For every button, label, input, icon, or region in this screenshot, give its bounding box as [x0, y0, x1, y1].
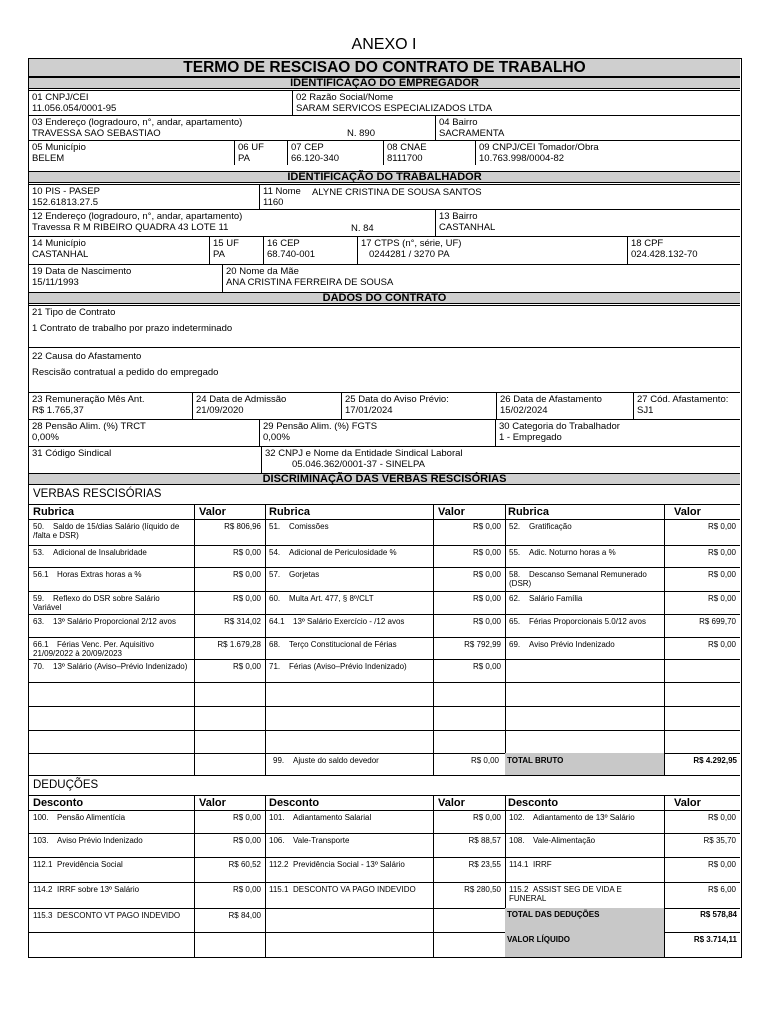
verba-item-desc: Adic. Noturno horas a % — [529, 548, 616, 557]
verba-item — [269, 548, 429, 557]
deducao-item-desc: Vale-Transporte — [293, 836, 350, 845]
verba-item-code: 69. — [509, 640, 521, 649]
verba-item-desc: Multa Art. 477, § 8º/CLT — [289, 594, 374, 603]
verba-item-code: 60. — [269, 594, 281, 603]
verba-item-code: 59. — [33, 594, 45, 603]
field-12-number: N. 84 — [351, 223, 374, 234]
deducao-item-code: 100. — [33, 813, 49, 822]
verba-item-code: 64.1 — [269, 617, 285, 626]
verba-item-code: 52. — [509, 522, 521, 531]
deducao-item-value: R$ 0,00 — [232, 885, 261, 894]
verba-item-code: 51. — [269, 522, 281, 531]
field-30-label: 30 Categoria do Trabalhador — [499, 421, 620, 432]
verba-item — [269, 662, 429, 671]
verba-item — [33, 617, 190, 626]
field-04-label: 04 Bairro — [439, 117, 478, 128]
field-18-value: 024.428.132-70 — [631, 249, 698, 260]
deducao-item-code: 115.3 — [33, 911, 53, 920]
verba-item-value: R$ 0,00 — [232, 662, 261, 671]
field-17-ctps — [357, 236, 627, 264]
section-contract: DADOS DO CONTRATO — [29, 292, 740, 304]
deducao-item-value: R$ 88,57 — [468, 836, 501, 845]
field-04-bairro — [435, 115, 740, 140]
field-18-cpf — [627, 236, 740, 264]
verba-item-desc: Adicional de Periculosidade % — [289, 548, 397, 557]
verba-item — [509, 617, 660, 626]
trct-form — [28, 58, 742, 958]
verba-item-desc: Adicional de Insalubridade — [53, 548, 147, 557]
deducao-item-code: 102. — [509, 813, 525, 822]
field-15-uf — [209, 236, 263, 264]
grid-hline — [29, 857, 740, 858]
field-16-value: 68.740-001 — [267, 249, 316, 260]
verba-item-desc: Terço Constitucional de Férias — [289, 640, 397, 649]
col-valor-2: Valor — [438, 506, 465, 518]
deducao-item-value: R$ 0,00 — [232, 836, 261, 845]
field-06-label: 06 UF — [238, 142, 264, 153]
grid-hline — [29, 614, 740, 615]
field-01-value: 11.056.054/0001-95 — [32, 103, 117, 114]
field-14-value: CASTANHAL — [32, 249, 89, 260]
verba-item — [33, 548, 190, 557]
field-01-cnpj — [29, 90, 292, 115]
deducao-item — [269, 836, 429, 845]
verba-item — [269, 594, 429, 603]
field-17-label: 17 CTPS (n°, série, UF) — [361, 238, 462, 249]
verba-item-desc: Horas Extras horas a % — [57, 570, 142, 579]
deducao-item-code: 114.2 — [33, 885, 53, 894]
field-08-value: 8111700 — [387, 153, 423, 164]
col-valor-d3: Valor — [674, 797, 701, 809]
verba-item-value: R$ 0,00 — [472, 617, 501, 626]
valor-liquido-cell — [505, 932, 664, 957]
col-desconto-1: Desconto — [33, 797, 84, 809]
field-20-value: ANA CRISTINA FERREIRA DE SOUSA — [226, 277, 394, 288]
verba-item-value: R$ 0,00 — [707, 522, 736, 531]
verba-item — [33, 662, 190, 671]
verba-item-value: R$ 0,00 — [707, 640, 736, 649]
section-worker: IDENTIFICAÇÃO DO TRABALHADOR — [29, 171, 740, 183]
deducao-item-desc: IRRF — [533, 860, 552, 869]
deducao-item-value: R$ 0,00 — [472, 813, 501, 822]
col-valor-d1: Valor — [199, 797, 226, 809]
deducao-item-desc: IRRF sobre 13º Salário — [57, 885, 140, 894]
field-12-endereco — [29, 209, 435, 236]
field-10-pis — [29, 184, 259, 209]
field-08-cnae — [383, 140, 475, 165]
verba-item-desc: Gratificação — [529, 522, 572, 531]
verba-item-value: R$ 0,00 — [472, 662, 501, 671]
grid-hline — [29, 730, 740, 731]
field-09-tomador — [475, 140, 740, 165]
deducao-item-desc: Pensão Alimentícia — [57, 813, 126, 822]
deducao-item-code: 103. — [33, 836, 49, 845]
field-27-value: SJ1 — [637, 405, 654, 416]
verba-item-value: R$ 0,00 — [232, 594, 261, 603]
grid-hline — [29, 833, 740, 834]
col-rubrica-3: Rubrica — [508, 506, 549, 518]
verba-item-code: 50. — [33, 522, 45, 531]
field-23-value: R$ 1.765,37 — [32, 405, 84, 416]
field-31-label: 31 Código Sindical — [32, 448, 112, 459]
verba-item-value: R$ 806,96 — [224, 522, 261, 531]
field-09-value: 10.763.998/0004-82 — [479, 153, 565, 164]
field-21-label: 21 Tipo de Contrato — [32, 307, 116, 318]
verba-item-code: 57. — [269, 570, 281, 579]
verba-item-value: R$ 0,00 — [707, 548, 736, 557]
field-03-label: 03 Endereço (logradouro, n°, andar, apartamento) — [32, 117, 243, 128]
verba-item-value: R$ 0,00 — [472, 570, 501, 579]
field-26-value: 15/02/2024 — [500, 405, 548, 416]
verbas-heading: VERBAS RESCISÓRIAS — [33, 488, 162, 500]
field-18-label: 18 CPF — [631, 238, 664, 249]
grid-hline — [29, 567, 740, 568]
total-deducoes-label: TOTAL DAS DEDUÇÕES — [507, 910, 600, 919]
deducoes-heading: DEDUÇÕES — [33, 779, 99, 791]
field-22-causa — [29, 347, 740, 392]
field-29-pensao-fgts — [259, 419, 495, 446]
verba-item-value: R$ 0,00 — [707, 570, 736, 579]
deducao-item-desc: Previdência Social — [57, 860, 123, 869]
field-32-value: 05.046.362/0001-37 - SINELPA — [292, 459, 425, 470]
verba-item-code: 68. — [269, 640, 281, 649]
field-16-label: 16 CEP — [267, 238, 300, 249]
grid-hline — [29, 682, 740, 683]
field-12-value: Travessa R M RIBEIRO QUADRA 43 LOTE 11 — [32, 222, 229, 233]
field-07-label: 07 CEP — [291, 142, 324, 153]
verba-item-code: 58. — [509, 570, 521, 579]
verba-item — [33, 594, 190, 612]
field-01-label: 01 CNPJ/CEI — [32, 92, 89, 103]
verba-item-value: R$ 0,00 — [472, 548, 501, 557]
field-19-nascimento — [29, 264, 222, 292]
col-rubrica-2: Rubrica — [269, 506, 310, 518]
field-27-cod-afastamento — [633, 392, 740, 419]
field-23-label: 23 Remuneração Mês Ant. — [32, 394, 145, 405]
deducao-item — [509, 885, 660, 903]
verba-item-value: R$ 314,02 — [224, 617, 261, 626]
verba-item-value: R$ 0,00 — [232, 570, 261, 579]
deducao-item-desc: Adiantamento de 13º Salário — [533, 813, 635, 822]
verba-item-code: 54. — [269, 548, 281, 557]
total-bruto-label: TOTAL BRUTO — [507, 756, 564, 765]
verba-item-desc: 13º Salário Proporcional 2/12 avos — [53, 617, 176, 626]
field-11-nome — [259, 184, 740, 209]
verba-item-desc: Reflexo do DSR sobre Salário Variável — [33, 594, 160, 612]
grid-hline — [29, 659, 740, 660]
annex-title: ANEXO I — [351, 36, 417, 53]
deducao-item — [33, 836, 190, 845]
form-title: TERMO DE RESCISAO DO CONTRATO DE TRABALHO — [29, 59, 740, 77]
deducao-item — [33, 911, 190, 920]
field-16-cep — [263, 236, 357, 264]
field-17-value: 0244281 / 3270 PA — [369, 249, 450, 260]
deducao-item-desc: DESCONTO VA PAGO INDEVIDO — [293, 885, 416, 894]
field-06-uf — [234, 140, 287, 165]
ajuste-desc: Ajuste do saldo devedor — [293, 756, 379, 765]
field-28-value: 0,00% — [32, 432, 59, 443]
section-employer: IDENTIFICAÇÃO DO EMPREGADOR — [29, 77, 740, 89]
col-valor-d2: Valor — [438, 797, 465, 809]
field-28-pensao-trct — [29, 419, 259, 446]
deducao-item-desc: Aviso Prévio Indenizado — [57, 836, 143, 845]
deducao-item-code: 114.1 — [509, 860, 529, 869]
field-21-value: 1 Contrato de trabalho por prazo indeterminado — [32, 323, 233, 334]
field-13-label: 13 Bairro — [439, 211, 478, 222]
valor-liquido-label: VALOR LÍQUIDO — [507, 935, 570, 944]
field-19-value: 15/11/1993 — [32, 277, 79, 288]
deducao-item-desc: Vale-Alimentação — [533, 836, 596, 845]
field-04-value: SACRAMENTA — [439, 128, 505, 139]
grid-hline — [29, 810, 740, 811]
col-valor-3: Valor — [674, 506, 701, 518]
deducao-item-code: 115.2 — [509, 885, 529, 894]
field-25-value: 17/01/2024 — [345, 405, 393, 416]
field-27-label: 27 Cód. Afastamento: — [637, 394, 729, 405]
verba-item — [509, 548, 660, 557]
deducao-item-value: R$ 60,52 — [228, 860, 261, 869]
deducao-item-value: R$ 280,50 — [464, 885, 501, 894]
field-30-value: 1 - Empregado — [499, 432, 562, 443]
deducao-item-desc: Previdência Social - 13º Salário — [293, 860, 405, 869]
field-03-number: N. 890 — [347, 128, 375, 139]
ajuste-code: 99. — [273, 756, 285, 765]
field-05-municipio — [29, 140, 234, 165]
grid-hline — [29, 637, 740, 638]
grid-hline — [29, 706, 740, 707]
field-32-label: 32 CNPJ e Nome da Entidade Sindical Laboral — [265, 448, 463, 459]
field-10-label: 10 PIS - PASEP — [32, 186, 100, 197]
field-12-label: 12 Endereço (logradouro, n°, andar, apartamento) — [32, 211, 243, 222]
verba-item-value: R$ 699,70 — [699, 617, 736, 626]
deducao-item-code: 106. — [269, 836, 285, 845]
verba-item — [269, 570, 429, 579]
verba-item-value: R$ 0,00 — [472, 522, 501, 531]
deducao-item-value: R$ 84,00 — [228, 911, 261, 920]
field-11-label: 11 Nome — [263, 186, 301, 197]
field-05-value: BELEM — [32, 153, 65, 164]
deducao-item — [33, 885, 190, 894]
deducao-item-code: 101. — [269, 813, 285, 822]
field-05-label: 05 Município — [32, 142, 86, 153]
col-desconto-2: Desconto — [269, 797, 320, 809]
verba-item — [509, 594, 660, 603]
verba-item-desc: Gorjetas — [289, 570, 320, 579]
field-15-label: 15 UF — [213, 238, 239, 249]
verba-item-code: 63. — [33, 617, 45, 626]
verba-item-code: 70. — [33, 662, 45, 671]
valor-liquido-value: R$ 3.714,11 — [693, 935, 737, 944]
field-07-value: 66.120-340 — [291, 153, 340, 164]
verba-item-code: 65. — [509, 617, 521, 626]
verba-item-desc: Férias Proporcionais 5.0/12 avos — [529, 617, 646, 626]
total-deducoes-cell — [505, 908, 664, 932]
verba-item-desc: Férias Venc. Per. Aquisitivo 21/09/2022 à 20/09/2023 — [33, 640, 154, 658]
verba-item-code: 55. — [509, 548, 521, 557]
ajuste-value: R$ 0,00 — [470, 756, 499, 765]
field-15-value: PA — [213, 249, 225, 260]
verba-item-value: R$ 0,00 — [472, 594, 501, 603]
verba-item — [269, 617, 429, 626]
field-13-bairro — [435, 209, 740, 236]
field-10-value: 152.61813.27.5 — [32, 197, 99, 208]
field-11-value: ALYNE CRISTINA DE SOUSA SANTOS — [312, 187, 482, 198]
verba-item-desc: Férias (Aviso–Prévio Indenizado) — [289, 662, 407, 671]
deducao-item — [33, 813, 190, 822]
grid-hline — [29, 882, 740, 883]
verba-item-code: 53. — [33, 548, 45, 557]
deducao-item-value: R$ 35,70 — [703, 836, 736, 845]
verba-item — [269, 522, 429, 531]
divider — [29, 775, 740, 776]
field-25-label: 25 Data do Aviso Prévio: — [345, 394, 449, 405]
field-22-value: Rescisão contratual a pedido do empregado — [32, 367, 219, 378]
field-08-label: 08 CNAE — [387, 142, 427, 153]
field-21-tipo-contrato — [29, 305, 740, 347]
divider — [29, 795, 740, 796]
deducao-item — [509, 860, 660, 869]
deducao-item — [509, 836, 660, 845]
deducao-item-code: 115.1 — [269, 885, 289, 894]
field-25-aviso — [341, 392, 496, 419]
deducao-item-code: 108. — [509, 836, 525, 845]
field-13-value: CASTANHAL — [439, 222, 496, 233]
deducao-item-value: R$ 0,00 — [707, 813, 736, 822]
deducao-item-code: 112.2 — [269, 860, 289, 869]
verba-item-code: 56.1 — [33, 570, 49, 579]
total-bruto-cell — [505, 753, 664, 775]
field-20-mae — [222, 264, 740, 292]
section-verbas: DISCRIMINAÇÃO DAS VERBAS RESCISÓRIAS — [29, 473, 740, 485]
verba-item-code: 71. — [269, 662, 281, 671]
verba-item — [33, 640, 190, 658]
field-09-label: 09 CNPJ/CEI Tomador/Obra — [479, 142, 599, 153]
verba-item-desc: 13º Salário Exercício - /12 avos — [293, 617, 405, 626]
field-29-label: 29 Pensão Alim. (%) FGTS — [263, 421, 378, 432]
verba-item-desc: 13º Salário (Aviso–Prévio Indenizado) — [53, 662, 188, 671]
total-deducoes-value: R$ 578,84 — [700, 910, 737, 919]
field-02-razao-social — [292, 90, 740, 115]
deducao-item-desc: Adiantamento Salarial — [293, 813, 372, 822]
deducao-item-code: 112.1 — [33, 860, 53, 869]
field-14-label: 14 Município — [32, 238, 86, 249]
verba-item-value: R$ 792,99 — [464, 640, 501, 649]
deducao-item — [509, 813, 660, 822]
verba-item-value: R$ 0,00 — [232, 548, 261, 557]
field-02-value: SARAM SERVICOS ESPECIALIZADOS LTDA — [296, 103, 493, 114]
col-desconto-3: Desconto — [508, 797, 559, 809]
field-28-label: 28 Pensão Alim. (%) TRCT — [32, 421, 146, 432]
grid-hline — [29, 591, 740, 592]
verba-item-desc: Descanso Semanal Remunerado (DSR) — [509, 570, 647, 588]
field-26-label: 26 Data de Afastamento — [500, 394, 602, 405]
field-03-endereco — [29, 115, 435, 140]
verba-item — [33, 522, 190, 540]
verba-item — [509, 522, 660, 531]
field-24-value: 21/09/2020 — [196, 405, 244, 416]
field-06-value: PA — [238, 153, 250, 164]
verba-item-desc: Aviso Prévio Indenizado — [529, 640, 615, 649]
deducao-item-desc: DESCONTO VT PAGO INDEVIDO — [57, 911, 181, 920]
field-19-label: 19 Data de Nascimento — [32, 266, 132, 277]
verba-item — [33, 570, 190, 579]
verba-item-value: R$ 1.679,28 — [217, 640, 261, 649]
field-02-label: 02 Razão Social/Nome — [296, 92, 394, 103]
deducao-item-desc: ASSIST SEG DE VIDA E FUNERAL — [509, 885, 622, 903]
verba-item-desc: Saldo de 15/dias Salário (líquido de /falta e DSR) — [33, 522, 180, 540]
verba-item-code: 62. — [509, 594, 521, 603]
field-07-cep — [287, 140, 383, 165]
deducao-item-value: R$ 23,55 — [468, 860, 501, 869]
verba-item-code: 66.1 — [33, 640, 49, 649]
field-29-value: 0,00% — [263, 432, 290, 443]
deducao-item-value: R$ 0,00 — [232, 813, 261, 822]
verbas-table — [29, 519, 740, 769]
field-14-municipio — [29, 236, 209, 264]
verba-item-desc: Comissões — [289, 522, 329, 531]
field-24-admissao — [192, 392, 341, 419]
verba-item — [509, 570, 660, 588]
field-20-label: 20 Nome da Mãe — [226, 266, 299, 277]
field-26-afastamento — [496, 392, 633, 419]
ajuste-item — [273, 756, 433, 765]
field-30-categoria — [495, 419, 740, 446]
deducao-item — [33, 860, 190, 869]
field-24-label: 24 Data de Admissão — [196, 394, 287, 405]
field-11-extra: 1160 — [263, 197, 284, 208]
col-valor-1: Valor — [199, 506, 226, 518]
field-03-value: TRAVESSA SAO SEBASTIAO — [32, 128, 161, 139]
deducao-item — [269, 860, 429, 869]
deducao-item-value: R$ 0,00 — [707, 860, 736, 869]
deducao-item — [269, 885, 429, 894]
verba-item — [269, 640, 429, 649]
grid-hline — [29, 519, 740, 520]
total-bruto-value: R$ 4.292,95 — [693, 756, 737, 765]
deducao-item-value: R$ 6,00 — [707, 885, 736, 894]
field-31-codigo-sindical — [29, 446, 261, 473]
deducao-item — [269, 813, 429, 822]
field-23-remuneracao — [29, 392, 192, 419]
col-rubrica-1: Rubrica — [33, 506, 74, 518]
verba-item — [509, 640, 660, 649]
field-32-sindicato — [261, 446, 740, 473]
verba-item-value: R$ 0,00 — [707, 594, 736, 603]
divider — [29, 504, 740, 505]
grid-hline — [29, 545, 740, 546]
verba-item-desc: Salário Família — [529, 594, 583, 603]
field-22-label: 22 Causa do Afastamento — [32, 351, 142, 362]
